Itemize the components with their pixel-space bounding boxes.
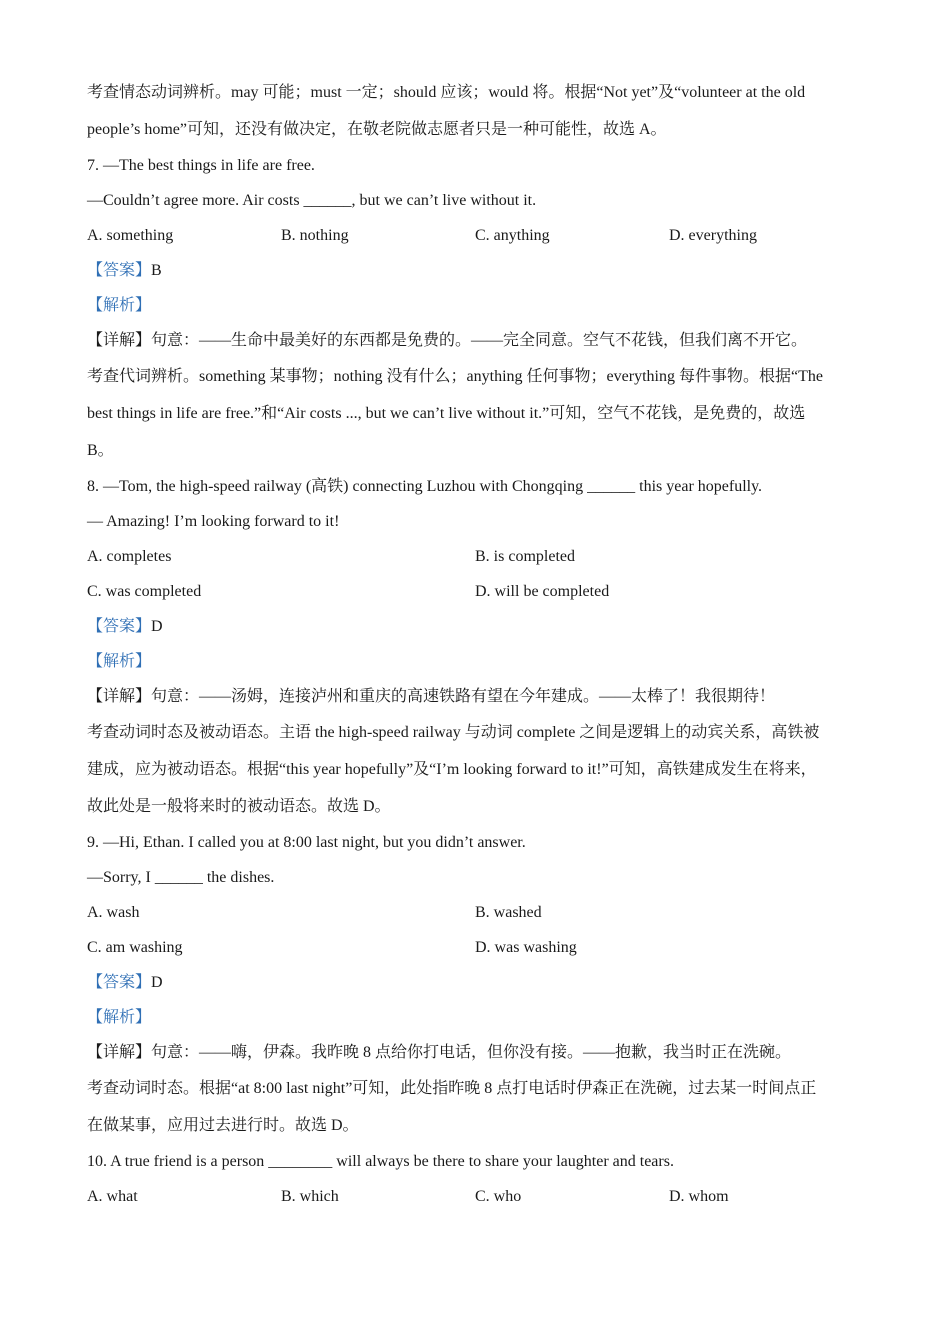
analysis-tag: 【解析】 xyxy=(87,297,152,314)
detail-tag: 【详解】 xyxy=(87,332,152,349)
answer-tag: 【答案】 xyxy=(87,262,152,279)
answer-tag: 【答案】 xyxy=(87,618,152,635)
document-page xyxy=(87,74,867,1214)
q9-options-row-1 xyxy=(87,895,867,930)
q7-answer xyxy=(87,253,867,288)
q10-stem: 10. A true friend is a person ________ will always be there to share your laughter and tears. xyxy=(87,1153,674,1170)
q9-detail xyxy=(87,1035,867,1070)
q7-expl-3: B。 xyxy=(87,442,114,459)
q9-line2: —Sorry, I ______ the dishes. xyxy=(87,869,275,886)
q10-option-d: D. whom xyxy=(669,1188,729,1205)
q10-option-a: A. what xyxy=(87,1188,138,1205)
q9-option-c: C. am washing xyxy=(87,939,183,956)
q8-analysis-heading xyxy=(87,644,867,679)
detail-tag: 【详解】 xyxy=(87,1044,152,1061)
answer-tag: 【答案】 xyxy=(87,974,152,991)
q8-option-b: B. is completed xyxy=(475,548,575,565)
q7-expl-1: 考查代词辨析。something 某事物；nothing 没有什么；anything 任何事物；everything 每件事物。根据“The xyxy=(87,368,823,385)
q7-line2: —Couldn’t agree more. Air costs ______, but we can’t live without it. xyxy=(87,192,537,209)
analysis-tag: 【解析】 xyxy=(87,1009,152,1026)
q8-expl-3: 故此处是一般将来时的被动语态。故选 D。 xyxy=(87,798,391,815)
q7-option-a: A. something xyxy=(87,227,174,244)
q9-detail-text: 句意：——嗨，伊森。我昨晚 8 点给你打电话，但你没有接。——抱歉，我当时正在洗碗。 xyxy=(151,1044,792,1061)
q8-option-a: A. completes xyxy=(87,548,172,565)
q7-answer-value: B xyxy=(151,262,162,279)
q9-answer-value: D xyxy=(151,974,163,991)
analysis-tag: 【解析】 xyxy=(87,653,152,670)
q9-option-a: A. wash xyxy=(87,904,140,921)
q8-options-row-1 xyxy=(87,539,867,574)
q7-analysis-heading xyxy=(87,288,867,323)
q10-options xyxy=(87,1179,867,1214)
q10-option-b: B. which xyxy=(281,1188,339,1205)
q9-stem: 9. —Hi, Ethan. I called you at 8:00 last night, but you didn’t answer. xyxy=(87,834,526,851)
q9-analysis-heading xyxy=(87,1000,867,1035)
q7-options xyxy=(87,218,867,253)
detail-tag: 【详解】 xyxy=(87,688,152,705)
q8-line2: — Amazing! I’m looking forward to it! xyxy=(87,513,340,530)
q8-expl-2: 建成，应为被动语态。根据“this year hopefully”及“I’m looking forward to it!”可知，高铁建成发生在将来， xyxy=(87,761,817,778)
q8-detail-text: 句意：——汤姆，连接泸州和重庆的高速铁路有望在今年建成。——太棒了！我很期待！ xyxy=(151,688,776,705)
q9-expl-2: 在做某事，应用过去进行时。故选 D。 xyxy=(87,1117,359,1134)
q9-option-b: B. washed xyxy=(475,904,542,921)
q8-stem: 8. —Tom, the high-speed railway (高铁) connecting Luzhou with Chongqing ______ this year hopefully. xyxy=(87,478,763,495)
q8-answer xyxy=(87,609,867,644)
prev-analysis-line-1: 考查情态动词辨析。may 可能；must 一定；should 应该；would 将。根据“Not yet”及“volunteer at the old xyxy=(87,84,806,101)
q8-expl-1: 考查动词时态及被动语态。主语 the high-speed railway 与动词 complete 之间是逻辑上的动宾关系，高铁被 xyxy=(87,724,820,741)
q7-option-d: D. everything xyxy=(669,227,757,244)
q8-detail xyxy=(87,679,867,714)
q7-option-c: C. anything xyxy=(475,227,550,244)
prev-analysis-line-2: people’s home”可知，还没有做决定，在敬老院做志愿者只是一种可能性，故选 A。 xyxy=(87,121,667,138)
q7-expl-2: best things in life are free.”和“Air costs ..., but we can’t live without it.”可知，空气不花钱，是免费的，故选 xyxy=(87,405,806,422)
q8-options-row-2 xyxy=(87,574,867,609)
q7-detail-text: 句意：——生命中最美好的东西都是免费的。——完全同意。空气不花钱，但我们离不开它。 xyxy=(151,332,808,349)
q9-answer xyxy=(87,965,867,1000)
q8-option-d: D. will be completed xyxy=(475,583,610,600)
q7-option-b: B. nothing xyxy=(281,227,349,244)
q7-stem: 7. —The best things in life are free. xyxy=(87,157,315,174)
q10-option-c: C. who xyxy=(475,1188,522,1205)
q9-options-row-2 xyxy=(87,930,867,965)
q8-option-c: C. was completed xyxy=(87,583,202,600)
q8-answer-value: D xyxy=(151,618,163,635)
q7-detail xyxy=(87,323,867,358)
q9-option-d: D. was washing xyxy=(475,939,577,956)
q9-expl-1: 考查动词时态。根据“at 8:00 last night”可知，此处指昨晚 8 点打电话时伊森正在洗碗，过去某一时间点正 xyxy=(87,1080,817,1097)
